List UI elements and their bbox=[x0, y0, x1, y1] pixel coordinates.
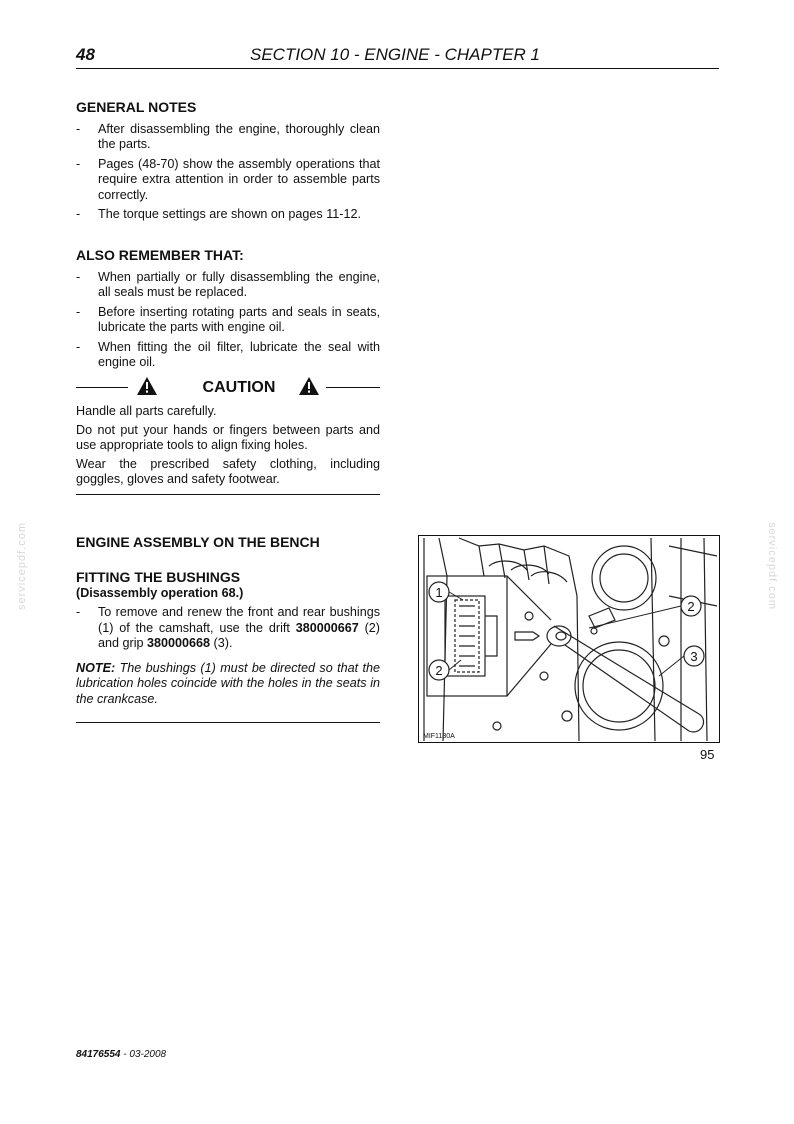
callout-label: 2 bbox=[435, 663, 443, 678]
warning-triangle-icon bbox=[136, 376, 158, 396]
camshaft-bushing-illustration bbox=[419, 536, 718, 741]
list-item: - After disassembling the engine, thoroughly clean the parts. bbox=[76, 122, 380, 153]
figure-code: MIF1130A bbox=[423, 733, 455, 740]
list-item bbox=[76, 605, 380, 652]
list-item: - When partially or fully disassembling the engine, all seals must be replaced. bbox=[76, 270, 380, 301]
instruction-text: (2) and grip bbox=[98, 620, 381, 650]
figure-number: 95 bbox=[700, 747, 715, 762]
section-title: SECTION 10 - ENGINE - CHAPTER 1 bbox=[250, 45, 540, 64]
also-remember-heading: ALSO REMEMBER THAT: bbox=[76, 247, 244, 263]
engine-figure bbox=[418, 535, 720, 743]
fitting-bushings-list bbox=[76, 605, 380, 652]
fitting-bushings-subheading: (Disassembly operation 68.) bbox=[76, 585, 244, 600]
list-item: - Pages (48-70) show the assembly operations that require extra attention in order to assemble parts correctly. bbox=[76, 157, 380, 204]
document-date: - 03-2008 bbox=[120, 1049, 167, 1060]
caution-paragraph: Handle all parts carefully. bbox=[76, 404, 217, 418]
callout-label: 3 bbox=[690, 649, 698, 664]
warning-triangle-icon bbox=[298, 376, 320, 396]
caution-text bbox=[76, 404, 380, 491]
watermark-right: servicepdf.com bbox=[765, 522, 778, 610]
caution-paragraph: Do not put your hands or fingers between parts and use appropriate tools to align fixing holes. bbox=[76, 422, 380, 452]
grip-part-number: 380000668 bbox=[147, 636, 211, 650]
document-number: 84176554 bbox=[76, 1049, 121, 1060]
instruction-text: (3). bbox=[210, 636, 233, 650]
page-number: 48 bbox=[76, 45, 95, 64]
list-item: - Before inserting rotating parts and seals in seats, lubricate the parts with engine oil. bbox=[76, 305, 380, 336]
note-text: The bushings (1) must be directed so that the lubrication holes coincide with the holes in the seats in the crankcase. bbox=[76, 660, 380, 706]
caution-banner bbox=[76, 376, 380, 402]
caution-rule-right bbox=[326, 387, 380, 388]
also-remember-section bbox=[76, 248, 380, 375]
fitting-bushings-heading: FITTING THE BUSHINGS bbox=[76, 569, 241, 585]
section-rule bbox=[76, 494, 380, 495]
list-item: - When fitting the oil filter, lubricate the seal with engine oil. bbox=[76, 340, 380, 371]
bench-assembly-section bbox=[76, 535, 380, 551]
general-notes-list bbox=[76, 122, 380, 223]
bench-assembly-heading: ENGINE ASSEMBLY ON THE BENCH bbox=[76, 534, 320, 550]
list-item: - The torque settings are shown on pages 11-12. bbox=[76, 207, 380, 223]
footer bbox=[76, 1049, 166, 1060]
drift-part-number: 380000667 bbox=[295, 620, 359, 635]
callout-label: 2 bbox=[687, 599, 695, 614]
section-rule bbox=[76, 722, 380, 723]
general-notes-heading: GENERAL NOTES bbox=[76, 99, 197, 115]
fitting-bushings-section bbox=[76, 570, 380, 710]
instruction-text: To remove and renew the front and rear bushings (1) of the camshaft, use the drift bbox=[98, 605, 380, 635]
general-notes-section bbox=[76, 100, 380, 227]
note-label: NOTE: bbox=[76, 660, 116, 675]
header-rule bbox=[76, 68, 719, 69]
callout-label: 1 bbox=[435, 585, 443, 600]
watermark-left: servicepdf.com bbox=[15, 522, 28, 610]
also-remember-list bbox=[76, 270, 380, 371]
caution-paragraph: Wear the prescribed safety clothing, including goggles, gloves and safety footwear. bbox=[76, 456, 380, 486]
note-paragraph bbox=[76, 661, 380, 708]
caution-rule-left bbox=[76, 387, 128, 388]
caution-label: CAUTION bbox=[202, 379, 276, 396]
